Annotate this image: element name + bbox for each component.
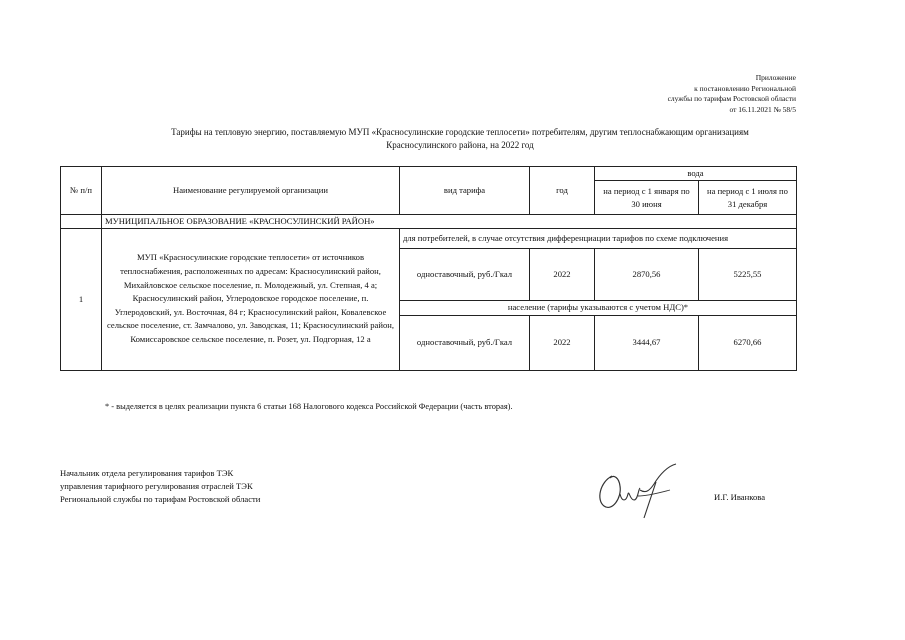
signer-name: И.Г. Иванкова (714, 492, 766, 502)
year-population: 2022 (530, 315, 595, 370)
header-year: год (530, 167, 595, 215)
footnote: * - выделяется в целях реализации пункта 6 статьи 168 Налогового кодекса Российской Федерации (часть вторая). (105, 402, 513, 411)
municipality-row: МУНИЦИПАЛЬНОЕ ОБРАЗОВАНИЕ «КРАСНОСУЛИНСКИЙ РАЙОН» (102, 215, 797, 229)
municipality-num-cell (61, 215, 102, 229)
tariff-type-consumers: одноставочный, руб./Гкал (400, 248, 530, 300)
document-title-line-2: Красносулинского района, на 2022 год (386, 140, 534, 150)
period2-value-consumers: 5225,55 (699, 248, 797, 300)
period2-value-population: 6270,66 (699, 315, 797, 370)
tariff-type-population: одноставочный, руб./Гкал (400, 315, 530, 370)
signatory-line-3: Региональной службы по тарифам Ростовской области (60, 494, 261, 504)
header-water: вода (595, 167, 797, 181)
signature-icon (590, 460, 690, 522)
period1-value-population: 3444,67 (595, 315, 699, 370)
organization-cell: МУП «Красносулинские городские теплосети» от источников теплоснабжения, расположенных по адресам: Красносулинский район, Михайловское сельское поселение, п. Молодежный, ул. Степная, 4 а; Красносулинский район, Углеродовское городское поселение, п. Углеродовский, ул. Восточная, 84 г; Красносулинский район, Ковалевское сельское поселение, ст. Замчалово, ул. Заводская, 11; Красносулинский район, Комиссаровское сельское поселение, п. Розет, ул. Подгорная, 12 а (102, 228, 400, 370)
tariff-table (60, 166, 797, 371)
row-number: 1 (61, 228, 102, 370)
appendix-header (556, 73, 796, 115)
document-title (60, 126, 860, 152)
header-organization: Наименование регулируемой организации (102, 167, 400, 215)
header-period-2: на период с 1 июля по 31 декабря (699, 181, 797, 215)
appendix-line-3: службы по тарифам Ростовской области (667, 94, 796, 103)
year-consumers: 2022 (530, 248, 595, 300)
header-num: № п/п (61, 167, 102, 215)
appendix-line-2: к постановлению Региональной (694, 83, 796, 93)
signatory-line-2: управления тарифного регулирования отраслей ТЭК (60, 481, 253, 491)
period1-value-consumers: 2870,56 (595, 248, 699, 300)
signatory-position (60, 467, 260, 506)
group-label-consumers: для потребителей, в случае отсутствия дифференциации тарифов по схеме подключения (400, 228, 797, 248)
signatory-line-1: Начальник отдела регулирования тарифов ТЭК (60, 468, 234, 478)
header-period-1: на период с 1 января по 30 июня (595, 181, 699, 215)
appendix-line-1: Приложение (755, 73, 796, 82)
header-tariff-type: вид тарифа (400, 167, 530, 215)
document-title-line-1: Тарифы на тепловую энергию, поставляемую МУП «Красносулинские городские теплосети» потребителям, другим теплоснабжающим организациям (171, 127, 749, 137)
group-label-population: население (тарифы указываются с учетом НДС)* (400, 300, 797, 315)
appendix-line-4: от 16.11.2021 № 58/5 (729, 104, 796, 114)
